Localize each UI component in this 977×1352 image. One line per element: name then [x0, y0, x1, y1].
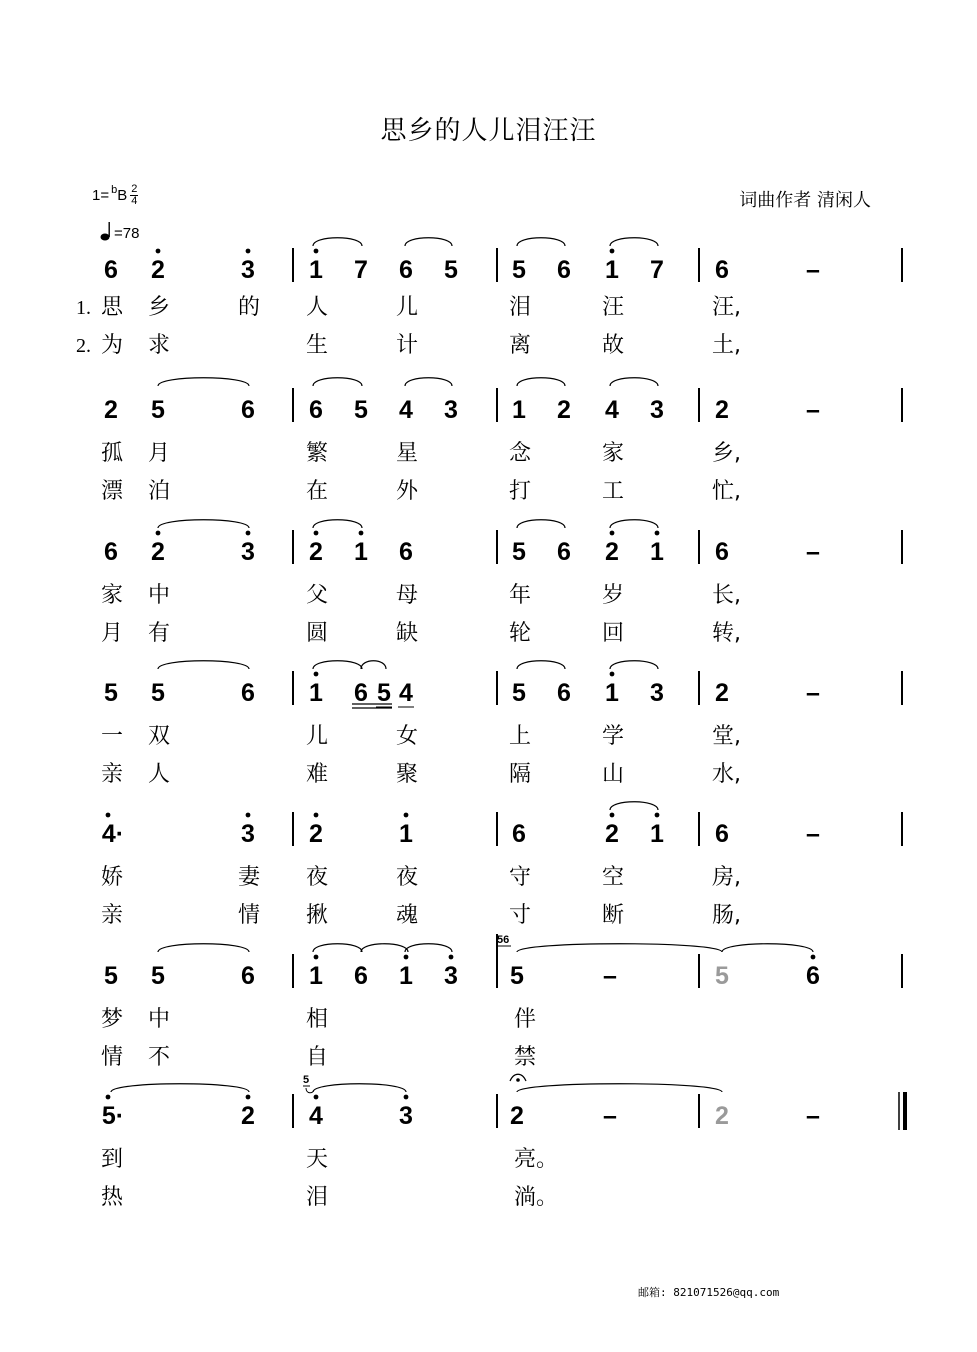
lyric-char: 星: [396, 441, 419, 466]
octave-dot: [610, 531, 615, 536]
note: 6: [715, 256, 729, 284]
lyric-char: 亲: [101, 903, 124, 928]
lyric-char: 自: [306, 1045, 329, 1070]
lyric-char: 月: [101, 621, 124, 646]
lyric-char: 漂: [101, 479, 124, 504]
note: 4: [605, 396, 619, 424]
note: 3: [241, 256, 255, 284]
lyric-char: 泪: [306, 1185, 329, 1210]
note: 2: [715, 679, 729, 707]
sustain-dash: –: [806, 679, 820, 707]
note: 2: [715, 1102, 729, 1130]
note: 6: [104, 538, 118, 566]
note: 3: [650, 396, 664, 424]
note: 5: [151, 679, 165, 707]
lyric-char: 母: [396, 583, 419, 608]
note: 1: [309, 679, 323, 707]
octave-dot: [610, 249, 615, 254]
octave-dot: [106, 1095, 111, 1100]
note: 1: [650, 820, 664, 848]
slur: [517, 238, 565, 246]
note: 2: [151, 538, 165, 566]
note: 7: [354, 256, 368, 284]
note: 6: [715, 538, 729, 566]
lyric-char: 工: [602, 479, 625, 504]
lyric-char: 揪: [306, 903, 329, 928]
lyric-char: 泊: [148, 479, 171, 504]
slur: [610, 520, 658, 528]
grace-note: 56: [497, 934, 510, 946]
lyric-char: 禁: [514, 1045, 537, 1070]
verse-number: 2.: [76, 335, 91, 357]
lyric-char: 女: [396, 724, 419, 749]
note: 1: [399, 962, 413, 990]
slur: [610, 378, 658, 386]
slur: [405, 944, 452, 952]
note: 5: [104, 679, 118, 707]
octave-dot: [246, 531, 251, 536]
lyric-char: 中: [148, 583, 171, 608]
lyric-char: 离: [509, 333, 532, 358]
note: 1: [354, 538, 368, 566]
score-system: [101, 378, 902, 504]
note: 5: [377, 679, 391, 707]
slur: [610, 802, 658, 810]
slur: [158, 944, 249, 952]
note: 1: [650, 538, 664, 566]
lyric-char: 家: [101, 583, 124, 608]
lyric-char: 不: [148, 1045, 171, 1070]
lyric-char: 伴: [514, 1007, 537, 1032]
lyric-char: 家: [602, 441, 625, 466]
note: 2: [510, 1102, 524, 1130]
lyric-char: 长,: [712, 583, 741, 608]
note: 1: [399, 820, 413, 848]
slur: [517, 520, 565, 528]
octave-dot: [359, 531, 364, 536]
song-title: 思乡的人儿泪汪汪: [380, 116, 597, 146]
lyric-char: 念: [509, 441, 532, 466]
lyric-char: 聚: [396, 762, 419, 787]
note: 1: [309, 962, 323, 990]
note: 2: [309, 538, 323, 566]
note: 4·: [101, 820, 125, 848]
lyric-char: 外: [396, 479, 419, 504]
octave-dot: [314, 672, 319, 677]
fermata-dot: [516, 1078, 520, 1082]
lyric-char: 到: [101, 1147, 124, 1172]
score-system: [76, 238, 902, 358]
note: 6: [715, 820, 729, 848]
note: 1: [512, 396, 526, 424]
sustain-dash: –: [603, 1102, 617, 1130]
sustain-dash: –: [603, 962, 617, 990]
note: 2: [715, 396, 729, 424]
score-system: [101, 802, 902, 928]
slur: [313, 944, 362, 952]
slur: [610, 661, 658, 669]
slur: [313, 661, 362, 669]
note: 6: [354, 962, 368, 990]
note: 6: [241, 679, 255, 707]
octave-dot: [314, 955, 319, 960]
note: 1: [309, 256, 323, 284]
lyric-char: 繁: [306, 441, 329, 466]
lyric-char: 故: [602, 333, 625, 358]
sustain-dash: –: [806, 820, 820, 848]
octave-dot: [404, 813, 409, 818]
octave-dot: [811, 955, 816, 960]
sustain-dash: –: [806, 256, 820, 284]
lyric-char: 人: [306, 295, 329, 320]
lyric-char: 汪,: [712, 295, 741, 320]
note: 3: [444, 396, 458, 424]
note: 5: [151, 396, 165, 424]
note: 5·: [101, 1102, 125, 1130]
lyric-char: 情: [238, 903, 261, 928]
note: 2: [605, 538, 619, 566]
lyric-char: 夜: [306, 865, 329, 890]
octave-dot: [314, 249, 319, 254]
note: 6: [557, 679, 571, 707]
lyric-char: 淌。: [514, 1185, 559, 1210]
contact-email: 邮箱: 821071526@qq.com: [638, 1286, 780, 1299]
slur: [405, 238, 452, 246]
lyric-char: 人: [148, 762, 171, 787]
slur: [313, 1084, 406, 1092]
note: 6: [241, 396, 255, 424]
note: 5: [354, 396, 368, 424]
note: 6: [354, 679, 368, 707]
note: 1: [605, 679, 619, 707]
lyric-char: 的: [238, 295, 261, 320]
lyric-char: 中: [148, 1007, 171, 1032]
slur: [158, 378, 249, 386]
lyric-char: 热: [101, 1185, 124, 1210]
note: 2: [241, 1102, 255, 1130]
octave-dot: [156, 531, 161, 536]
lyric-char: 情: [101, 1045, 124, 1070]
slur: [313, 520, 362, 528]
lyric-char: 上: [509, 724, 532, 749]
note: 3: [444, 962, 458, 990]
lyric-char: 在: [306, 479, 329, 504]
note: 6: [399, 256, 413, 284]
note: 5: [444, 256, 458, 284]
note: 4: [309, 1102, 323, 1130]
lyric-char: 学: [602, 724, 625, 749]
lyric-char: 一: [101, 724, 124, 749]
lyric-char: 堂,: [712, 724, 741, 749]
lyric-char: 夜: [396, 865, 419, 890]
slur: [111, 1084, 249, 1092]
lyric-char: 梦: [101, 1007, 124, 1032]
slur: [517, 944, 722, 952]
lyric-char: 乡,: [712, 441, 741, 466]
lyric-char: 双: [148, 724, 171, 749]
note: 4: [399, 679, 413, 707]
lyric-char: 父: [306, 583, 329, 608]
note: 6: [399, 538, 413, 566]
octave-dot: [404, 955, 409, 960]
lyric-char: 生: [306, 333, 329, 358]
octave-dot: [246, 813, 251, 818]
lyric-char: 孤: [101, 441, 124, 466]
lyric-char: 有: [148, 621, 171, 646]
lyric-char: 思: [101, 295, 124, 320]
lyric-char: 圆: [306, 621, 329, 646]
lyric-char: 断: [602, 903, 625, 928]
time-numerator: 2: [131, 183, 138, 195]
lyric-char: 乡: [148, 295, 171, 320]
score-system: [101, 1074, 905, 1210]
lyric-char: 肠,: [712, 903, 741, 928]
note: 6: [104, 256, 118, 284]
sustain-dash: –: [806, 538, 820, 566]
flat-sign: b: [111, 183, 118, 196]
slur: [361, 661, 386, 669]
sustain-dash: –: [806, 396, 820, 424]
slur: [158, 661, 249, 669]
note: 6: [557, 256, 571, 284]
slur: [361, 944, 408, 952]
lyric-char: 天: [306, 1147, 329, 1172]
lyric-char: 汪: [602, 295, 625, 320]
lyric-char: 缺: [396, 621, 419, 646]
key-tonic: B: [117, 187, 128, 204]
lyric-char: 轮: [509, 621, 532, 646]
lyric-char: 计: [396, 333, 419, 358]
note: 6: [512, 820, 526, 848]
octave-dot: [655, 813, 660, 818]
slur: [405, 378, 452, 386]
lyric-char: 守: [509, 865, 532, 890]
octave-dot: [404, 1095, 409, 1100]
sustain-dash: –: [806, 1102, 820, 1130]
octave-dot: [246, 1095, 251, 1100]
note: 3: [241, 538, 255, 566]
note: 3: [650, 679, 664, 707]
note: 4: [399, 396, 413, 424]
time-denominator: 4: [131, 195, 138, 207]
note: 6: [806, 962, 820, 990]
lyric-char: 妻: [238, 865, 261, 890]
slur: [313, 238, 362, 246]
lyric-char: 娇: [101, 865, 124, 890]
lyric-char: 打: [509, 479, 532, 504]
score-system: [101, 520, 902, 646]
note: 5: [104, 962, 118, 990]
slur: [517, 1084, 722, 1092]
note: 3: [399, 1102, 413, 1130]
score-system: [101, 661, 902, 787]
octave-dot: [156, 249, 161, 254]
grace-tie: [306, 1088, 314, 1093]
slur: [722, 944, 813, 952]
octave-dot: [314, 813, 319, 818]
note: 1: [605, 256, 619, 284]
octave-dot: [655, 531, 660, 536]
lyric-char: 儿: [396, 295, 419, 320]
slur: [313, 378, 362, 386]
slur: [158, 520, 249, 528]
lyric-char: 岁: [602, 583, 625, 608]
lyric-char: 为: [101, 333, 124, 358]
octave-dot: [246, 249, 251, 254]
note: 6: [309, 396, 323, 424]
lyric-char: 魂: [396, 903, 419, 928]
note: 2: [557, 396, 571, 424]
lyric-char: 月: [148, 441, 171, 466]
note: 5: [151, 962, 165, 990]
lyric-char: 隔: [509, 762, 532, 787]
lyric-char: 年: [509, 583, 532, 608]
octave-dot: [106, 813, 111, 818]
author-credit: 词曲作者 清闲人: [739, 190, 871, 211]
slur: [610, 238, 658, 246]
tempo-value: =78: [114, 225, 140, 242]
octave-dot: [314, 1095, 319, 1100]
note: 5: [512, 679, 526, 707]
lyric-char: 亲: [101, 762, 124, 787]
lyric-char: 泪: [509, 295, 532, 320]
lyric-char: 转,: [712, 621, 741, 646]
lyric-char: 水,: [712, 762, 741, 787]
note: 7: [650, 256, 664, 284]
slur: [517, 378, 565, 386]
lyric-char: 土,: [712, 333, 741, 358]
lyric-char: 山: [602, 762, 625, 787]
lyric-char: 难: [306, 762, 329, 787]
note: 3: [241, 820, 255, 848]
lyric-char: 儿: [306, 724, 329, 749]
note: 5: [715, 962, 729, 990]
lyric-char: 空: [602, 865, 625, 890]
lyric-char: 亮。: [514, 1147, 559, 1172]
grace-note: 5: [303, 1074, 310, 1086]
note: 5: [512, 256, 526, 284]
note: 2: [605, 820, 619, 848]
lyric-char: 回: [602, 621, 625, 646]
note: 2: [104, 396, 118, 424]
octave-dot: [314, 531, 319, 536]
lyric-char: 相: [306, 1007, 329, 1032]
lyric-char: 寸: [509, 903, 532, 928]
note: 5: [510, 962, 524, 990]
note: 6: [557, 538, 571, 566]
lyric-char: 求: [148, 333, 171, 358]
octave-dot: [610, 672, 615, 677]
lyric-char: 忙,: [712, 479, 741, 504]
note: 6: [241, 962, 255, 990]
verse-number: 1.: [76, 297, 91, 319]
note: 2: [309, 820, 323, 848]
note: 2: [151, 256, 165, 284]
note: 5: [512, 538, 526, 566]
octave-dot: [610, 813, 615, 818]
slur: [517, 661, 565, 669]
score-system: [101, 934, 902, 1070]
octave-dot: [449, 955, 454, 960]
key-prefix: 1=: [92, 187, 110, 204]
lyric-char: 房,: [712, 865, 741, 890]
